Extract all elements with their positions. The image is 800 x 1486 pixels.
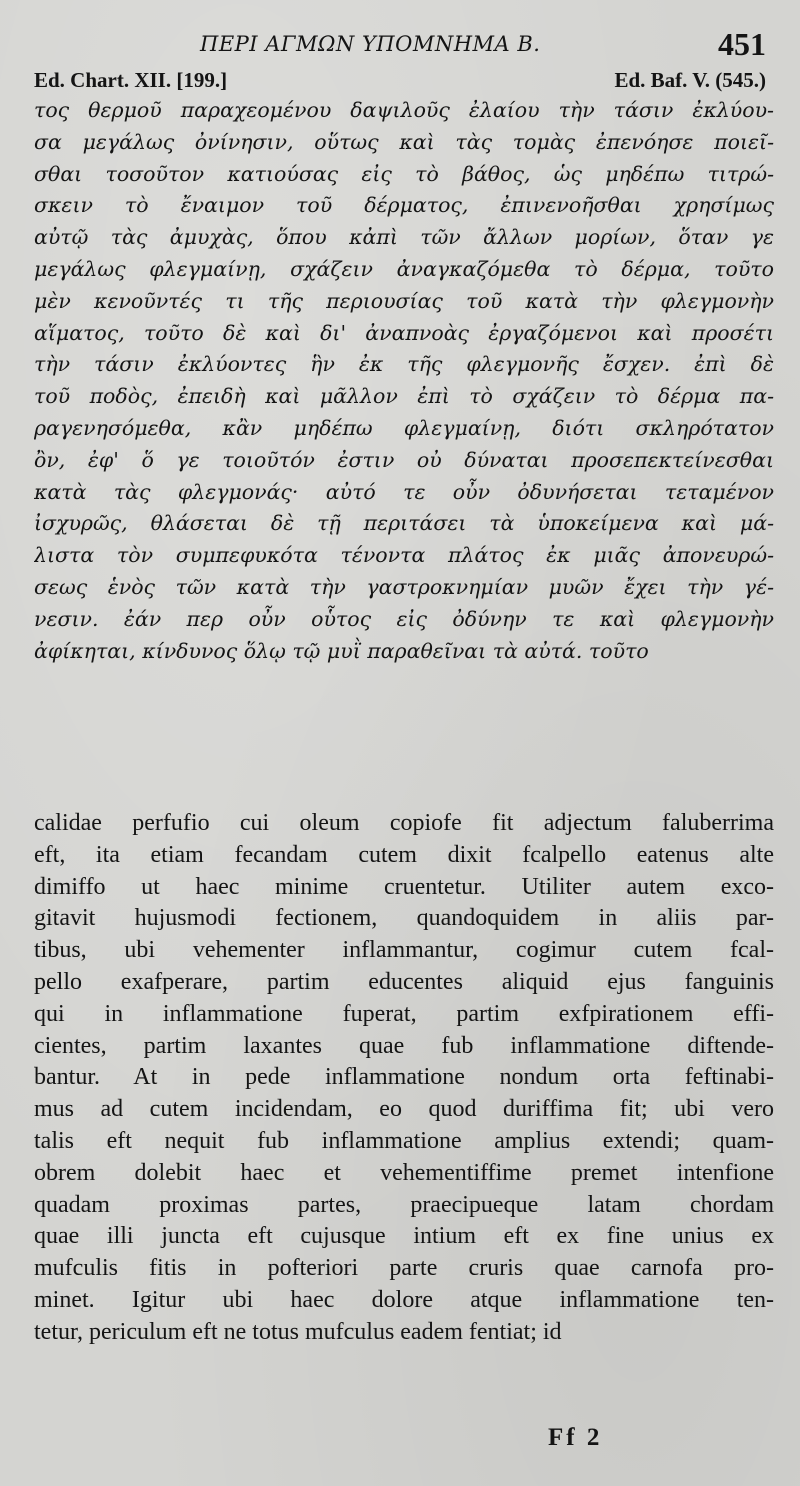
greek-text-line: σεως ἑνὸς τῶν κατὰ τὴν γαστροκνημίαν μυῶν ἔχει τὴν γέ- — [34, 574, 774, 599]
greek-text-line: λιστα τὸν συμπεφυκότα τένοντα πλάτος ἐκ μιᾶς ἀπονευρώ- — [34, 543, 774, 568]
latin-text-line: tibus, ubi vehementer inflammantur, cogimur cutem fcal- — [34, 937, 774, 964]
greek-text-line: σθαι τοσοῦτον κατιούσας εἰς τὸ βάθος, ὡς μηδέπω τιτρώ- — [34, 161, 774, 186]
page-number: 451 — [718, 26, 766, 62]
greek-text-line: ὂν, ἐφ' ὅ γε τοιοῦτόν ἐστιν οὐ δύναται προσεπεκτείνεσθαι — [34, 447, 774, 472]
latin-text-line: cientes, partim laxantes quae fub inflammatione diftende- — [34, 1032, 774, 1059]
latin-text-line: talis eft nequit fub inflammatione amplius extendi; quam- — [34, 1127, 774, 1154]
latin-text-block — [34, 808, 774, 1349]
edition-chart-reference: Ed. Chart. XII. [199.] — [34, 68, 228, 92]
greek-text-line: μεγάλως φλεγμαίνῃ, σχάζειν ἀναγκαζόμεθα τὸ δέρμα, τοῦτο — [34, 256, 774, 281]
running-head — [0, 26, 800, 66]
greek-text-line: σα μεγάλως ὀνίνησιν, οὕτως καὶ τὰς τομὰς ἐπενόησε ποιεῖ- — [34, 129, 774, 154]
greek-text-line: ἀφίκηται, κίνδυνος ὅλῳ τῷ μυῒ παραθεῖναι τὰ αὐτά. τοῦτο — [34, 638, 649, 663]
edition-basel-reference: Ed. Baf. V. (545.) — [614, 68, 766, 92]
greek-text-line: ἰσχυρῶς, θλάσεται δὲ τῇ περιτάσει τὰ ὑποκείμενα καὶ μά- — [34, 511, 774, 536]
edition-reference-line — [34, 68, 766, 98]
latin-text-line: minet. Igitur ubi haec dolore atque inflammatione ten- — [34, 1286, 774, 1313]
latin-text-line: tetur, periculum eft ne totus mufculus eadem fentiat; id — [34, 1318, 562, 1345]
signature-mark: Ff 2 — [548, 1424, 603, 1451]
greek-text-line: τος θερμοῦ παραχεομένου δαψιλοῦς ἐλαίου τὴν τάσιν ἐκλύου- — [34, 98, 774, 122]
latin-text-line: dimiffo ut haec minime cruentetur. Utiliter autem exco- — [34, 873, 774, 900]
greek-text-line: τὴν τάσιν ἐκλύοντες ἣν ἐκ τῆς φλεγμονῆς ἔσχεν. ἐπὶ δὲ — [34, 352, 774, 377]
latin-text-line: mus ad cutem incidendam, eo quod duriffima fit; ubi vero — [34, 1096, 774, 1123]
latin-text-line: mufculis fitis in pofteriori parte cruris quae carnofa pro- — [34, 1255, 774, 1282]
latin-text-line: eft, ita etiam fecandam cutem dixit fcalpello eatenus alte — [34, 841, 774, 868]
greek-text-line: κατὰ τὰς φλεγμονάς· αὐτό τε οὖν ὀδυνήσεται τεταμένον — [34, 479, 774, 504]
latin-text-line: pello exafperare, partim educentes aliquid ejus fanguinis — [34, 968, 774, 995]
running-title: ΠΕΡΙ ΑΓΜΩΝ ΥΠΟΜΝΗΜΑ Β. — [200, 32, 541, 56]
greek-text-line: αὐτῷ τὰς ἀμυχὰς, ὅπου κἀπὶ τῶν ἄλλων μορίων, ὅταν γε — [34, 225, 774, 250]
latin-text-line: qui in inflammatione fuperat, partim exfpirationem effi- — [34, 1000, 774, 1027]
greek-text-block — [34, 95, 774, 667]
greek-text-line: τοῦ ποδὸς, ἐπειδὴ καὶ μᾶλλον ἐπὶ τὸ σχάζειν τὸ δέρμα πα- — [34, 384, 774, 409]
greek-text-line: αἵματος, τοῦτο δὲ καὶ δι' ἀναπνοὰς ἐργαζόμενοι καὶ προσέτι — [34, 320, 774, 345]
latin-text-line: bantur. At in pede inflammatione nondum orta feftinabi- — [34, 1064, 774, 1091]
greek-text-line: νεσιν. ἐάν περ οὖν οὗτος εἰς ὀδύνην τε καὶ φλεγμονὴν — [34, 606, 774, 631]
latin-text-line: quae illi juncta eft cujusque intium eft ex fine unius ex — [34, 1223, 774, 1250]
greek-text-line: ραγενησόμεθα, κἂν μηδέπω φλεγμαίνῃ, διότι σκληρότατον — [34, 415, 774, 440]
greek-text-line: σκειν τὸ ἔναιμον τοῦ δέρματος, ἐπινενοῆσθαι χρησίμως — [34, 193, 774, 218]
greek-text-line: μὲν κενοῦντές τι τῆς περιουσίας τοῦ κατὰ τὴν φλεγμονὴν — [34, 288, 774, 313]
latin-text-line: quadam proximas partes, praecipueque latam chordam — [34, 1191, 774, 1218]
latin-text-line: obrem dolebit haec et vehementiffime premet intenfione — [34, 1159, 774, 1186]
latin-text-line: calidae perfufio cui oleum copiofe fit adjectum faluberrima — [34, 810, 774, 836]
latin-text-line: gitavit hujusmodi fectionem, quandoquidem in aliis par- — [34, 905, 774, 932]
